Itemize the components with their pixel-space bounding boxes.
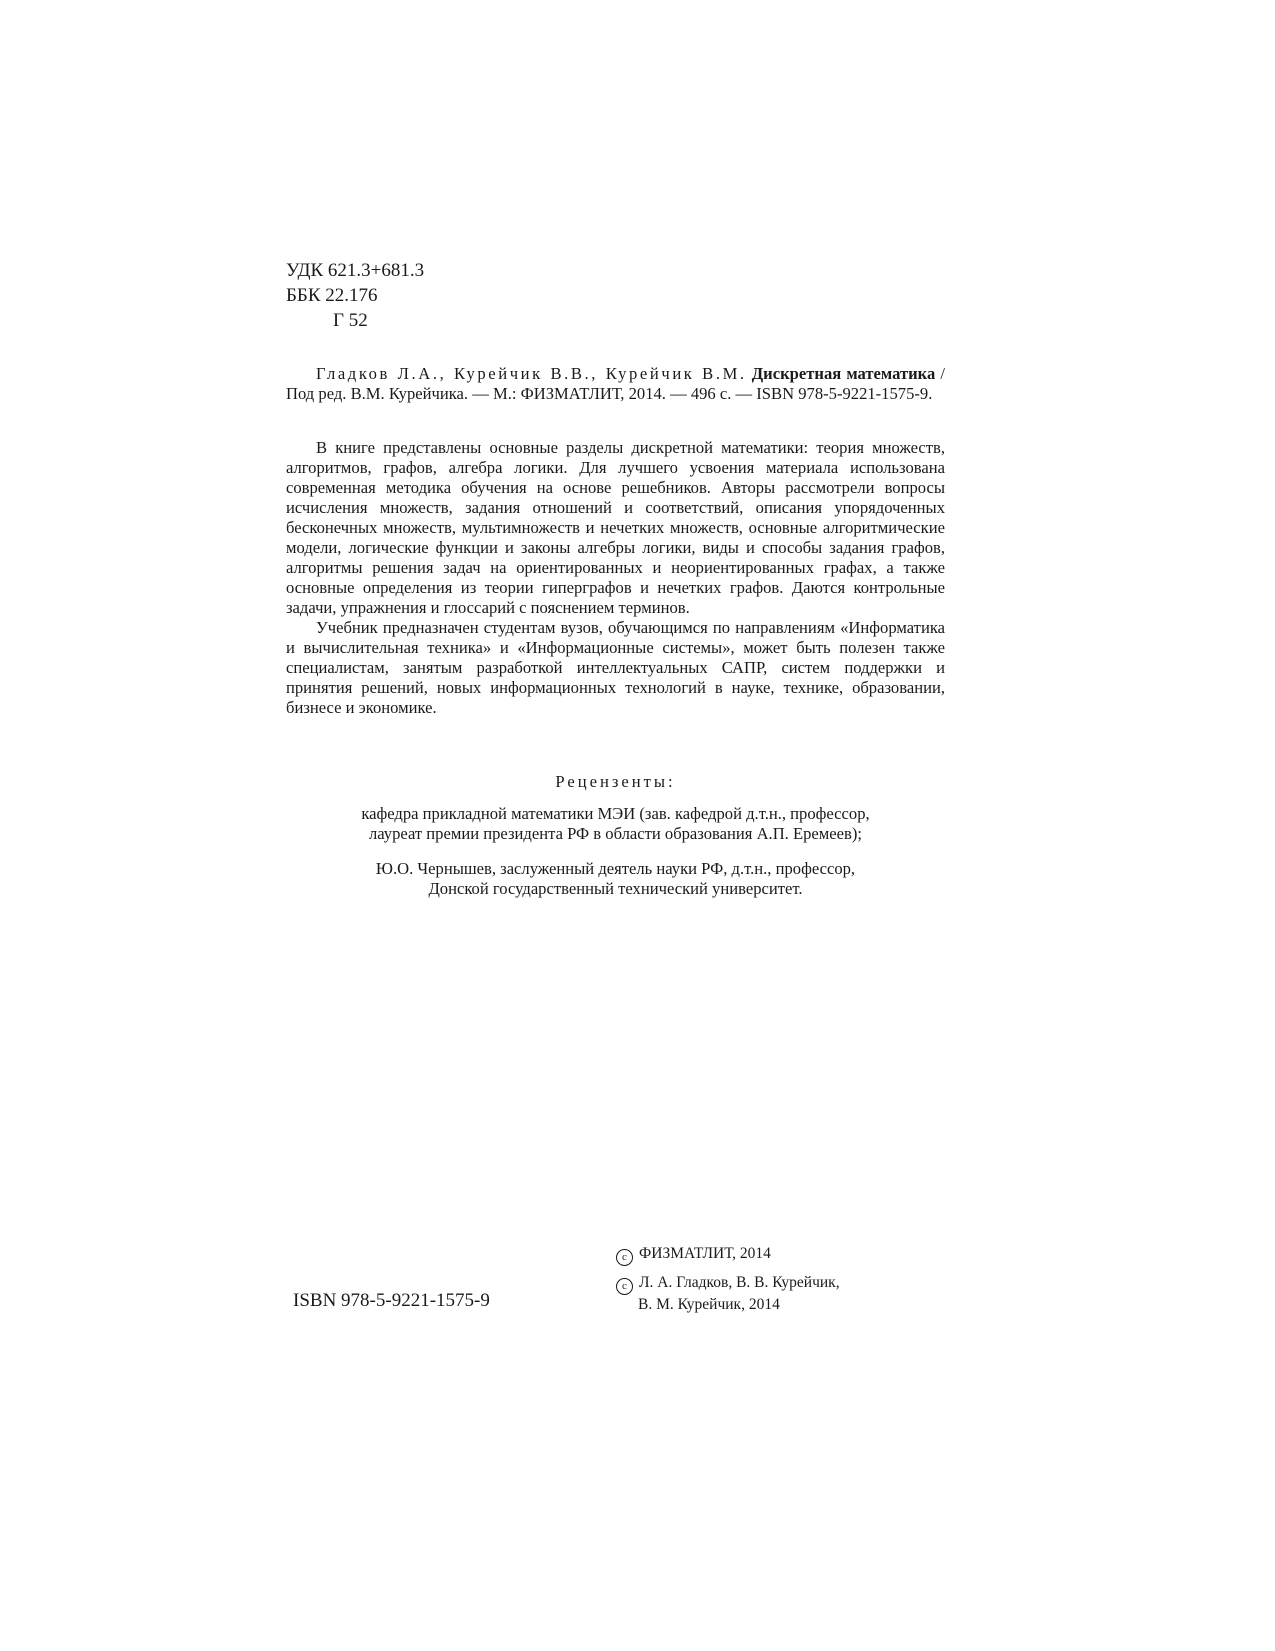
copyright-icon: c xyxy=(616,1249,633,1266)
reviewer-2 xyxy=(286,859,945,899)
reviewers-heading: Рецензенты: xyxy=(555,772,676,791)
reviewer-2-line-1: Ю.О. Чернышев, заслуженный деятель науки РФ, д.т.н., профессор, xyxy=(375,859,856,878)
abstract-paragraph-2: Учебник предназначен студентам вузов, обучающимся по направлениям «Информатика и вычислительная техника» и «Информационные системы», может быть полезен также специалистам, занятым разработкой интеллектуальных САПР, систем поддержки и принятия решений, новых информационных технологий в науке, технике, образовании, бизнесе и экономике. xyxy=(286,618,945,717)
abstract-paragraph-1: В книге представлены основные разделы дискретной математики: теория множеств, алгоритмов, графов, алгебра логики. Для лучшего усвоения материала использована современная методика обучения на основе решебников. Авторы рассмотрели вопросы исчисления множеств, задания отношений и соответствий, описания упорядоченных бесконечных множеств, мультимножеств и нечетких множеств, основные алгоритмические модели, логические функции и законы алгебры логики, виды и способы задания графов, алгоритмы решения задач на ориентированных и неориентированных графах, а также основные определения из теории гиперграфов и нечетких графов. Даются контрольные задачи, упражнения и глоссарий с пояснением терминов. xyxy=(286,438,945,617)
reviewer-1-line-2: лауреат премии президента РФ в области образования А.П. Еремеев); xyxy=(369,824,862,843)
biblio-authors: Гладков Л.А., Курейчик В.В., Курейчик В.М. xyxy=(316,364,747,383)
copyright-publisher-text: ФИЗМАТЛИТ, 2014 xyxy=(639,1245,771,1262)
catalog-codes xyxy=(286,258,424,333)
copyright-publisher xyxy=(616,1244,840,1266)
copyright-icon: c xyxy=(616,1278,633,1295)
abstract xyxy=(286,438,945,718)
reviewer-1-line-1: кафедра прикладной математики МЭИ (зав. кафедрой д.т.н., профессор, xyxy=(361,804,870,823)
biblio-details: / Под ред. В.М. Курейчика. — М.: ФИЗМАТЛИТ, 2014. — 496 с. — ISBN 978-5-9221-1575-9. xyxy=(286,364,945,403)
isbn: ISBN 978-5-9221-1575-9 xyxy=(293,1290,490,1311)
biblio-title: Дискретная математика xyxy=(751,364,936,383)
author-mark: Г 52 xyxy=(333,310,368,331)
bbk-code: ББК 22.176 xyxy=(286,285,378,306)
copyright-authors-line-1: Л. А. Гладков, В. В. Курейчик, xyxy=(639,1274,840,1291)
copyright-authors-line-2: В. М. Курейчик, 2014 xyxy=(638,1296,780,1313)
bibliographic-record xyxy=(286,364,945,404)
copyright-block xyxy=(616,1244,840,1322)
copyright-authors xyxy=(616,1273,840,1315)
reviewer-1 xyxy=(286,804,945,844)
udk-code: УДК 621.3+681.3 xyxy=(286,260,425,281)
reviewer-2-line-2: Донской государственный технический университет. xyxy=(428,879,803,898)
